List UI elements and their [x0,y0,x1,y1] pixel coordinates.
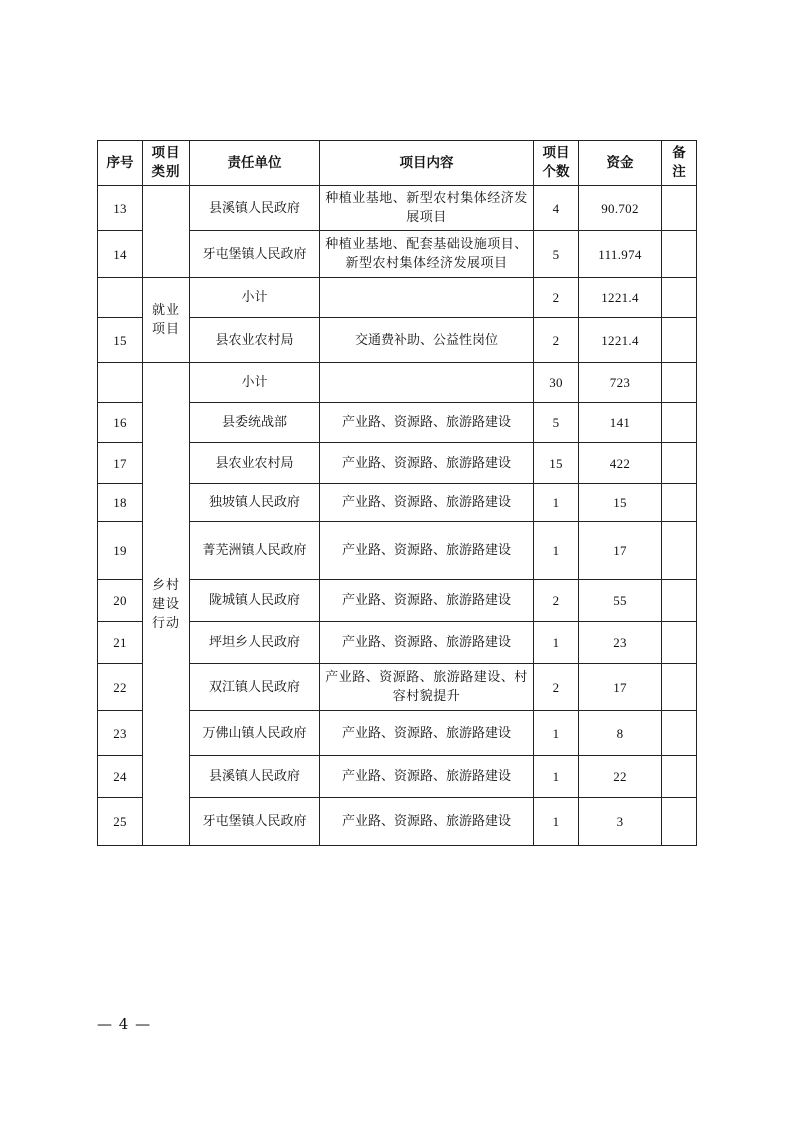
cell-count: 15 [534,443,579,484]
cell-unit: 县溪镇人民政府 [190,186,320,231]
header-remark: 备注 [662,141,697,186]
cell-remark [662,403,697,443]
cell-seq: 18 [98,484,143,522]
cell-funds: 22 [579,756,662,798]
cell-count: 1 [534,622,579,664]
cell-funds: 55 [579,580,662,622]
cell-content: 产业路、资源路、旅游路建设 [320,522,534,580]
cell-funds: 141 [579,403,662,443]
cell-remark [662,186,697,231]
cell-seq: 13 [98,186,143,231]
cell-unit: 双江镇人民政府 [190,664,320,711]
cell-funds: 111.974 [579,231,662,278]
cell-unit: 陇城镇人民政府 [190,580,320,622]
cell-funds: 1221.4 [579,278,662,318]
cell-content: 产业路、资源路、旅游路建设、村容村貌提升 [320,664,534,711]
cell-funds: 23 [579,622,662,664]
cell-remark [662,484,697,522]
cell-remark [662,756,697,798]
cell-count: 2 [534,580,579,622]
cell-category-employment: 就业项目 [143,278,190,363]
cell-funds: 1221.4 [579,318,662,363]
cell-seq: 25 [98,798,143,846]
cell-seq [98,278,143,318]
cell-content: 产业路、资源路、旅游路建设 [320,443,534,484]
cell-count: 1 [534,798,579,846]
cell-seq: 23 [98,711,143,756]
cell-unit: 坪坦乡人民政府 [190,622,320,664]
cell-funds: 8 [579,711,662,756]
header-unit: 责任单位 [190,141,320,186]
cell-funds: 723 [579,363,662,403]
header-category: 项目类别 [143,141,190,186]
cell-count: 5 [534,403,579,443]
cell-unit: 县溪镇人民政府 [190,756,320,798]
cell-content: 产业路、资源路、旅游路建设 [320,756,534,798]
cell-seq: 17 [98,443,143,484]
cell-seq [98,363,143,403]
cell-remark [662,318,697,363]
cell-unit: 独坡镇人民政府 [190,484,320,522]
cell-count: 2 [534,278,579,318]
cell-remark [662,522,697,580]
cell-seq: 15 [98,318,143,363]
cell-funds: 422 [579,443,662,484]
cell-funds: 17 [579,522,662,580]
cell-count: 1 [534,484,579,522]
cell-remark [662,278,697,318]
cell-unit: 牙屯堡镇人民政府 [190,798,320,846]
cell-seq: 20 [98,580,143,622]
cell-unit: 菁芜洲镇人民政府 [190,522,320,580]
cell-content: 产业路、资源路、旅游路建设 [320,622,534,664]
cell-content: 产业路、资源路、旅游路建设 [320,403,534,443]
cell-content: 产业路、资源路、旅游路建设 [320,484,534,522]
cell-funds: 15 [579,484,662,522]
subtotal-row [98,278,697,318]
cell-funds: 90.702 [579,186,662,231]
cell-seq: 16 [98,403,143,443]
cell-seq: 24 [98,756,143,798]
cell-content: 交通费补助、公益性岗位 [320,318,534,363]
funding-table [97,140,697,846]
subtotal-row [98,363,697,403]
cell-content [320,363,534,403]
cell-content: 种植业基地、新型农村集体经济发展项目 [320,186,534,231]
cell-remark [662,580,697,622]
cell-count: 1 [534,522,579,580]
cell-funds: 17 [579,664,662,711]
cell-remark [662,363,697,403]
table-header-row [98,141,697,186]
cell-content: 产业路、资源路、旅游路建设 [320,580,534,622]
cell-subtotal-label: 小计 [190,363,320,403]
cell-content: 产业路、资源路、旅游路建设 [320,711,534,756]
cell-seq: 22 [98,664,143,711]
header-content: 项目内容 [320,141,534,186]
table-row [98,186,697,231]
cell-remark [662,664,697,711]
cell-count: 4 [534,186,579,231]
cell-count: 2 [534,318,579,363]
cell-seq: 21 [98,622,143,664]
cell-remark [662,798,697,846]
cell-subtotal-label: 小计 [190,278,320,318]
cell-remark [662,711,697,756]
cell-content: 种植业基地、配套基础设施项目、新型农村集体经济发展项目 [320,231,534,278]
cell-count: 1 [534,711,579,756]
cell-unit: 县委统战部 [190,403,320,443]
cell-seq: 14 [98,231,143,278]
cell-remark [662,622,697,664]
header-count: 项目个数 [534,141,579,186]
cell-count: 5 [534,231,579,278]
cell-unit: 县农业农村局 [190,318,320,363]
cell-count: 30 [534,363,579,403]
cell-remark [662,443,697,484]
cell-count: 1 [534,756,579,798]
cell-count: 2 [534,664,579,711]
header-funds: 资金 [579,141,662,186]
cell-unit: 县农业农村局 [190,443,320,484]
cell-content [320,278,534,318]
cell-category-empty [143,186,190,278]
header-seq: 序号 [98,141,143,186]
cell-unit: 牙屯堡镇人民政府 [190,231,320,278]
cell-unit: 万佛山镇人民政府 [190,711,320,756]
cell-seq: 19 [98,522,143,580]
page-number: — 4 — [97,1015,152,1033]
cell-category-rural: 乡村建设行动 [143,363,190,846]
cell-remark [662,231,697,278]
cell-content: 产业路、资源路、旅游路建设 [320,798,534,846]
cell-funds: 3 [579,798,662,846]
